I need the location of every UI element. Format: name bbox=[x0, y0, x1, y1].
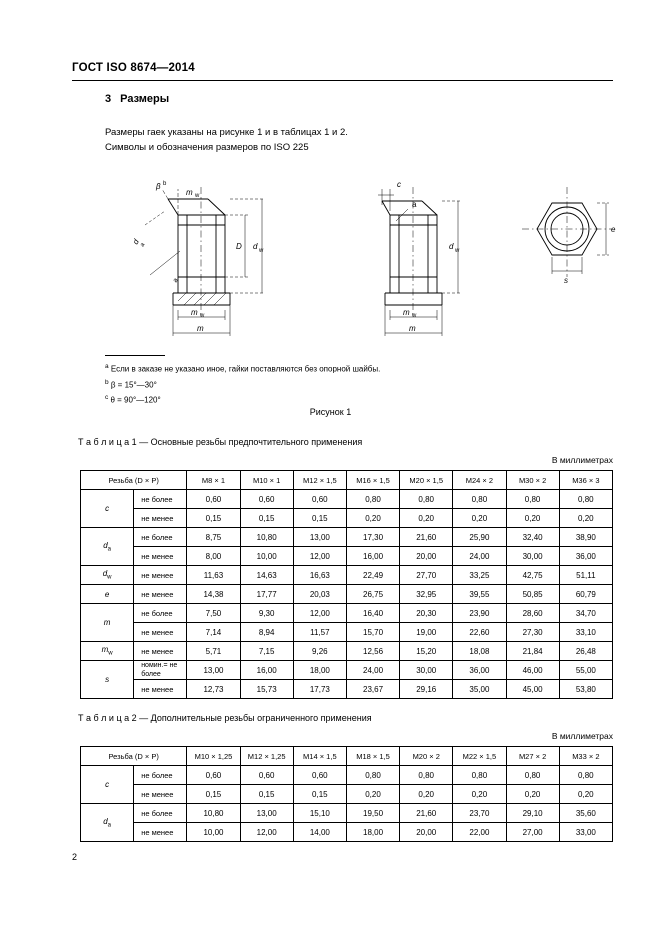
table-2-symbol-c: c bbox=[81, 766, 134, 804]
header-divider bbox=[72, 80, 613, 81]
table-2-header-cell: M10 × 1,25 bbox=[187, 747, 240, 766]
table-2-header-cell: M20 × 2 bbox=[400, 747, 453, 766]
table-1-header-cell: M24 × 2 bbox=[453, 471, 506, 490]
table-cell: 18,00 bbox=[293, 661, 346, 680]
table-cell: 28,60 bbox=[506, 604, 559, 623]
table-cell: 0,60 bbox=[187, 766, 240, 785]
table-cell: 7,14 bbox=[187, 623, 240, 642]
table-2-header-cell: M33 × 2 bbox=[559, 747, 612, 766]
table-cell: 21,60 bbox=[400, 528, 453, 547]
table-cell: 29,16 bbox=[400, 680, 453, 699]
table-1-symbol-e: e bbox=[81, 585, 134, 604]
label-beta: β bbox=[156, 182, 161, 191]
table-row bbox=[81, 547, 613, 566]
table-1-cond: не менее bbox=[134, 680, 187, 699]
table-cell: 23,70 bbox=[453, 804, 506, 823]
table-cell: 8,75 bbox=[187, 528, 240, 547]
table-1-cond: не более bbox=[134, 528, 187, 547]
table-row bbox=[81, 785, 613, 804]
table-cell: 9,26 bbox=[293, 642, 346, 661]
label-dw-left-sub: w bbox=[259, 248, 264, 254]
label-s: s bbox=[564, 276, 568, 285]
table-cell: 34,70 bbox=[559, 604, 612, 623]
table-2-cond: не более bbox=[134, 766, 187, 785]
table-cell: 0,80 bbox=[346, 490, 399, 509]
table-cell: 19,00 bbox=[400, 623, 453, 642]
table-2-header-cell: M22 × 1,5 bbox=[453, 747, 506, 766]
table-row bbox=[81, 766, 613, 785]
table-row bbox=[81, 804, 613, 823]
table-cell: 30,00 bbox=[400, 661, 453, 680]
table-cell: 7,50 bbox=[187, 604, 240, 623]
table-cell: 22,49 bbox=[346, 566, 399, 585]
table-cell: 16,00 bbox=[346, 547, 399, 566]
table-cell: 0,20 bbox=[506, 509, 559, 528]
table-cell: 30,00 bbox=[506, 547, 559, 566]
table-cell: 12,56 bbox=[346, 642, 399, 661]
footnote-c-text: θ = 90°—120° bbox=[110, 395, 161, 405]
table-cell: 0,20 bbox=[346, 785, 399, 804]
label-dw-middle-sub: w bbox=[455, 248, 460, 254]
table-cell: 15,10 bbox=[293, 804, 346, 823]
table-cell: 16,00 bbox=[240, 661, 293, 680]
table-cell: 10,00 bbox=[187, 823, 240, 842]
table-cell: 11,57 bbox=[293, 623, 346, 642]
table-cell: 42,75 bbox=[506, 566, 559, 585]
table-cell: 5,71 bbox=[187, 642, 240, 661]
table-1-symbol-dw: $d_w$ bbox=[81, 566, 134, 585]
table-cell: 0,20 bbox=[400, 785, 453, 804]
footnote-a-marker: a bbox=[105, 363, 109, 370]
label-a-left: a bbox=[171, 276, 180, 285]
table-cell: 18,08 bbox=[453, 642, 506, 661]
table-cell: 0,20 bbox=[346, 509, 399, 528]
table-1-header-cell: M10 × 1 bbox=[240, 471, 293, 490]
table-1-symbol-m: m bbox=[81, 604, 134, 642]
table-cell: 20,03 bbox=[293, 585, 346, 604]
table-cell: 13,00 bbox=[293, 528, 346, 547]
table-1-cond: не менее bbox=[134, 547, 187, 566]
table-cell: 0,15 bbox=[293, 509, 346, 528]
table-cell: 17,30 bbox=[346, 528, 399, 547]
table-cell: 23,67 bbox=[346, 680, 399, 699]
table-cell: 10,80 bbox=[187, 804, 240, 823]
label-mw-bottom-left-sub: w bbox=[200, 313, 205, 319]
table-1-cond: не более bbox=[134, 604, 187, 623]
table-cell: 24,00 bbox=[453, 547, 506, 566]
table-1-header-cell: M30 × 2 bbox=[506, 471, 559, 490]
footnote-divider bbox=[105, 355, 165, 356]
table-1-cond: не менее bbox=[134, 509, 187, 528]
table-1-title-text: Основные резьбы предпочтительного применения bbox=[150, 437, 363, 447]
table-cell: 45,00 bbox=[506, 680, 559, 699]
footnote-a-text: Если в заказе не указано иное, гайки поставляются без опорной шайбы. bbox=[110, 364, 381, 374]
table-cell: 33,00 bbox=[559, 823, 612, 842]
table-1-symbol-s: s bbox=[81, 661, 134, 699]
table-cell: 0,80 bbox=[506, 490, 559, 509]
table-1-title-prefix: Т а б л и ц а 1 — bbox=[78, 437, 149, 447]
table-cell: 10,00 bbox=[240, 547, 293, 566]
table-cell: 36,00 bbox=[559, 547, 612, 566]
table-cell: 0,80 bbox=[453, 766, 506, 785]
nut-drawings-svg bbox=[90, 165, 620, 350]
table-2-header-row bbox=[81, 747, 613, 766]
table-cell: 33,10 bbox=[559, 623, 612, 642]
label-da-left: d bbox=[130, 237, 141, 246]
table-cell: 50,85 bbox=[506, 585, 559, 604]
intro-line-2: Символы и обозначения размеров по ISO 225 bbox=[105, 142, 309, 153]
page-number: 2 bbox=[72, 852, 78, 862]
table-cell: 12,00 bbox=[293, 604, 346, 623]
table-cell: 8,94 bbox=[240, 623, 293, 642]
label-e: e bbox=[611, 225, 616, 234]
label-c-middle: c bbox=[397, 180, 401, 189]
table-2-units: В миллиметрах bbox=[551, 731, 613, 741]
table-cell: 17,73 bbox=[293, 680, 346, 699]
table-1-cond: не менее bbox=[134, 642, 187, 661]
table-row bbox=[81, 604, 613, 623]
table-cell: 32,95 bbox=[400, 585, 453, 604]
label-dw-middle: d bbox=[449, 242, 454, 251]
table-2-header-cell: M27 × 2 bbox=[506, 747, 559, 766]
table-cell: 10,80 bbox=[240, 528, 293, 547]
table-cell: 20,00 bbox=[400, 547, 453, 566]
table-cell: 0,60 bbox=[240, 766, 293, 785]
table-cell: 17,77 bbox=[240, 585, 293, 604]
table-1-header-cell: M8 × 1 bbox=[187, 471, 240, 490]
table-1-cond: не менее bbox=[134, 623, 187, 642]
table-cell: 29,10 bbox=[506, 804, 559, 823]
table-row bbox=[81, 566, 613, 585]
table-1-cond: номин.= не более bbox=[134, 661, 187, 680]
table-cell: 20,00 bbox=[400, 823, 453, 842]
table-row bbox=[81, 680, 613, 699]
table-cell: 35,60 bbox=[559, 804, 612, 823]
table-1-units: В миллиметрах bbox=[551, 455, 613, 465]
table-cell: 35,00 bbox=[453, 680, 506, 699]
table-cell: 0,80 bbox=[559, 766, 612, 785]
table-cell: 16,63 bbox=[293, 566, 346, 585]
table-cell: 22,00 bbox=[453, 823, 506, 842]
footnote-a bbox=[105, 360, 380, 376]
table-cell: 7,15 bbox=[240, 642, 293, 661]
table-cell: 14,00 bbox=[293, 823, 346, 842]
table-1-header-cell: M20 × 1,5 bbox=[400, 471, 453, 490]
table-2-header-thread: Резьба (D × P) bbox=[81, 747, 187, 766]
table-2-header-cell: M18 × 1,5 bbox=[346, 747, 399, 766]
table-2-cond: не менее bbox=[134, 823, 187, 842]
table-2-title bbox=[78, 713, 372, 723]
table-1-header-row bbox=[81, 471, 613, 490]
table-cell: 0,80 bbox=[453, 490, 506, 509]
table-cell: 0,20 bbox=[400, 509, 453, 528]
table-row bbox=[81, 823, 613, 842]
table-row bbox=[81, 490, 613, 509]
label-dw-left: d bbox=[253, 242, 258, 251]
table-cell: 38,90 bbox=[559, 528, 612, 547]
table-cell: 0,60 bbox=[293, 766, 346, 785]
table-cell: 20,30 bbox=[400, 604, 453, 623]
section-heading bbox=[105, 93, 169, 105]
table-row bbox=[81, 528, 613, 547]
table-cell: 27,00 bbox=[506, 823, 559, 842]
table-cell: 12,00 bbox=[293, 547, 346, 566]
label-D: D bbox=[236, 242, 242, 251]
footnote-b-marker: b bbox=[105, 378, 109, 386]
table-cell: 24,00 bbox=[346, 661, 399, 680]
intro-line-1: Размеры гаек указаны на рисунке 1 и в таблицах 1 и 2. bbox=[105, 127, 348, 138]
table-cell: 11,63 bbox=[187, 566, 240, 585]
table-2-symbol-da: $d_a$ bbox=[81, 804, 134, 842]
table-cell: 32,40 bbox=[506, 528, 559, 547]
section-number: 3 bbox=[105, 93, 112, 105]
table-cell: 0,80 bbox=[506, 766, 559, 785]
table-2-header-cell: M14 × 1,5 bbox=[293, 747, 346, 766]
table-1-title bbox=[78, 437, 362, 447]
table-row bbox=[81, 509, 613, 528]
label-mw-bottom-left: m bbox=[191, 308, 198, 317]
table-cell: 0,80 bbox=[400, 766, 453, 785]
table-cell: 53,80 bbox=[559, 680, 612, 699]
table-cell: 51,11 bbox=[559, 566, 612, 585]
figure-1-drawings bbox=[90, 165, 620, 350]
table-cell: 12,00 bbox=[240, 823, 293, 842]
table-cell: 0,60 bbox=[293, 490, 346, 509]
table-row bbox=[81, 585, 613, 604]
table-1-symbol-da: $d_a$ bbox=[81, 528, 134, 566]
table-1-cond: не менее bbox=[134, 585, 187, 604]
footnote-c bbox=[105, 391, 380, 407]
table-cell: 36,00 bbox=[453, 661, 506, 680]
table-cell: 0,60 bbox=[187, 490, 240, 509]
table-2 bbox=[80, 746, 613, 842]
label-m-middle: m bbox=[409, 324, 416, 333]
table-cell: 9,30 bbox=[240, 604, 293, 623]
table-cell: 14,63 bbox=[240, 566, 293, 585]
table-1-cond: не более bbox=[134, 490, 187, 509]
label-mw-left: m bbox=[186, 188, 193, 197]
table-1 bbox=[80, 470, 613, 699]
table-2-title-text: Дополнительные резьбы ограниченного применения bbox=[150, 713, 372, 723]
table-cell: 46,00 bbox=[506, 661, 559, 680]
table-cell: 0,15 bbox=[240, 509, 293, 528]
table-cell: 12,73 bbox=[187, 680, 240, 699]
table-cell: 0,60 bbox=[240, 490, 293, 509]
section-title-text: Размеры bbox=[120, 93, 170, 105]
table-cell: 0,80 bbox=[400, 490, 453, 509]
table-cell: 0,15 bbox=[240, 785, 293, 804]
label-b-superscript: b bbox=[163, 181, 167, 187]
table-cell: 0,15 bbox=[293, 785, 346, 804]
table-cell: 0,20 bbox=[506, 785, 559, 804]
table-2-title-prefix: Т а б л и ц а 2 — bbox=[78, 713, 149, 723]
label-da-left-sub: a bbox=[139, 242, 147, 248]
table-cell: 0,20 bbox=[453, 509, 506, 528]
table-cell: 0,20 bbox=[559, 509, 612, 528]
footnote-b-text: β = 15°—30° bbox=[110, 380, 157, 390]
label-a-middle: a bbox=[412, 200, 417, 209]
table-cell: 23,90 bbox=[453, 604, 506, 623]
table-cell: 15,73 bbox=[240, 680, 293, 699]
table-cell: 0,80 bbox=[559, 490, 612, 509]
table-cell: 26,48 bbox=[559, 642, 612, 661]
footnote-c-marker: c bbox=[105, 394, 109, 402]
footnote-b bbox=[105, 376, 380, 392]
table-cell: 39,55 bbox=[453, 585, 506, 604]
table-cell: 22,60 bbox=[453, 623, 506, 642]
table-1-header-thread: Резьба (D × P) bbox=[81, 471, 187, 490]
table-1-header-cell: M16 × 1,5 bbox=[346, 471, 399, 490]
table-1-symbol-c: c bbox=[81, 490, 134, 528]
table-cell: 33,25 bbox=[453, 566, 506, 585]
table-cell: 8,00 bbox=[187, 547, 240, 566]
table-cell: 60,79 bbox=[559, 585, 612, 604]
table-cell: 18,00 bbox=[346, 823, 399, 842]
table-cell: 25,90 bbox=[453, 528, 506, 547]
table-cell: 0,15 bbox=[187, 785, 240, 804]
label-m-left: m bbox=[197, 324, 204, 333]
table-cell: 27,30 bbox=[506, 623, 559, 642]
table-2-cond: не более bbox=[134, 804, 187, 823]
table-row bbox=[81, 661, 613, 680]
table-cell: 26,75 bbox=[346, 585, 399, 604]
table-cell: 14,38 bbox=[187, 585, 240, 604]
table-cell: 13,00 bbox=[187, 661, 240, 680]
table-1-header-cell: M36 × 3 bbox=[559, 471, 612, 490]
label-mw-left-sub: w bbox=[195, 193, 200, 199]
page-title: ГОСТ ISO 8674—2014 bbox=[72, 62, 195, 74]
table-cell: 16,40 bbox=[346, 604, 399, 623]
table-cell: 15,20 bbox=[400, 642, 453, 661]
footnotes bbox=[105, 360, 380, 407]
table-cell: 21,84 bbox=[506, 642, 559, 661]
label-mw-bottom-middle: m bbox=[403, 308, 410, 317]
table-cell: 0,15 bbox=[187, 509, 240, 528]
table-row bbox=[81, 623, 613, 642]
section-intro bbox=[105, 125, 525, 155]
table-cell: 15,70 bbox=[346, 623, 399, 642]
table-1-symbol-mw: $m_w$ bbox=[81, 642, 134, 661]
table-cell: 0,20 bbox=[559, 785, 612, 804]
label-mw-bottom-middle-sub: w bbox=[412, 313, 417, 319]
table-2-header-cell: M12 × 1,25 bbox=[240, 747, 293, 766]
figure-caption: Рисунок 1 bbox=[309, 407, 352, 417]
table-1-header-cell: M12 × 1,5 bbox=[293, 471, 346, 490]
table-cell: 27,70 bbox=[400, 566, 453, 585]
table-cell: 55,00 bbox=[559, 661, 612, 680]
table-cell: 0,80 bbox=[346, 766, 399, 785]
table-cell: 0,20 bbox=[453, 785, 506, 804]
table-cell: 19,50 bbox=[346, 804, 399, 823]
table-cell: 21,60 bbox=[400, 804, 453, 823]
table-row bbox=[81, 642, 613, 661]
table-cell: 13,00 bbox=[240, 804, 293, 823]
table-2-cond: не менее bbox=[134, 785, 187, 804]
table-1-cond: не менее bbox=[134, 566, 187, 585]
